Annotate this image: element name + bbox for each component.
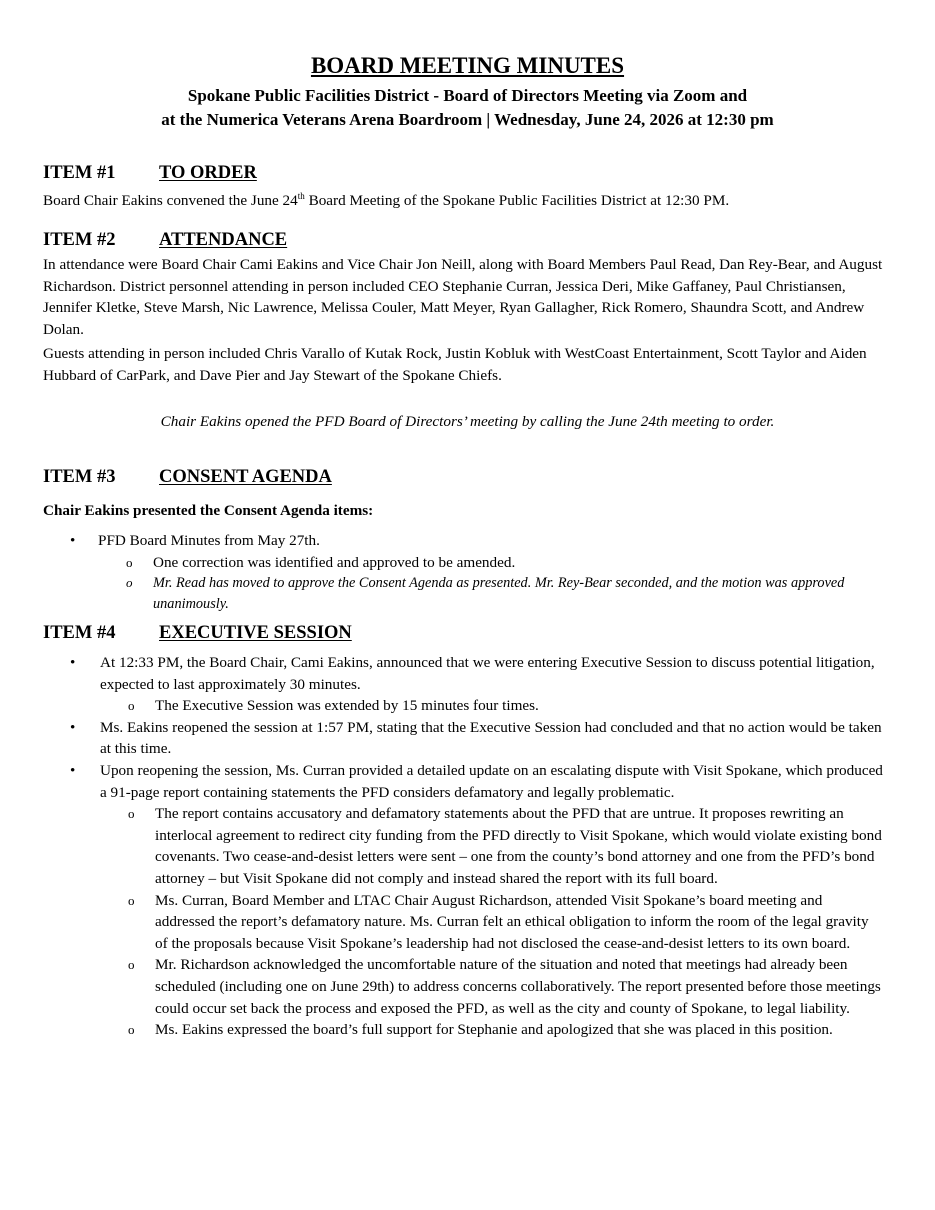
exec-bullet-3-sub-4: Ms. Eakins expressed the board’s full support for Stephanie and apologized that she was placed in this position. [155, 1021, 833, 1039]
list-item [98, 573, 885, 614]
opening-note: Chair Eakins opened the PFD Board of Directors’ meeting by calling the June 24th meeting to order. [160, 413, 775, 430]
consent-sub-2: Mr. Read has moved to approve the Consent Agenda as presented. Mr. Rey-Bear seconded, and the motion was approved unanimously. [153, 575, 845, 612]
list-item [100, 695, 885, 717]
item-3-title: CONSENT AGENDA [159, 467, 332, 487]
item-4-heading [43, 622, 352, 644]
document-subtitle [0, 84, 935, 132]
exec-bullet-3-sub-3: Mr. Richardson acknowledged the uncomfortable nature of the situation and noted that meetings had already been scheduled (including one on June 29th) to address concerns collaboratively. The report presented before those meetings could occur set back the process and exposed the PFD, as well as the city and county of Spokane, to legal liability. [155, 956, 881, 1017]
document-title-text: BOARD MEETING MINUTES [310, 53, 625, 78]
item-1-number: ITEM #1 [43, 163, 116, 183]
exec-bullet-3-sub-1: The report contains accusatory and defamatory statements about the PFD that are untrue. It proposes rewriting an interlocal agreement to redirect city funding from the PFD directly to Visit Spokane, which would violate existing bond covenants. Two cease-and-desist letters were sent – one from the county’s bond attorney and one from the PFD’s bond attorney – but Visit Spokane did not comply and instead shared the report with its full board. [155, 805, 882, 887]
list-item [70, 530, 885, 614]
consent-intro: Chair Eakins presented the Consent Agenda items: [43, 502, 374, 519]
document-title [0, 52, 935, 80]
consent-sublist [98, 552, 885, 615]
list-item [100, 1019, 885, 1041]
item-1-sup: th [297, 190, 305, 201]
consent-list [70, 530, 885, 614]
exec-bullet-2: Ms. Eakins reopened the session at 1:57 PM, stating that the Executive Session had concluded and that no action would be taken at this time. [100, 718, 882, 758]
guests-paragraph: Guests attending in person included Chris Varallo of Kutak Rock, Justin Kobluk with WestCoast Entertainment, Scott Taylor and Aiden Hubbard of CarPark, and Dave Pier and Jay Stewart of the Spokane Chiefs. [43, 345, 867, 384]
item-2-title: ATTENDANCE [159, 230, 288, 250]
item-1-text-end: Board Meeting of the Spokane Public Facilities District at 12:30 PM. [304, 192, 730, 209]
consent-bullet-text: PFD Board Minutes from May 27th. [98, 532, 320, 549]
consent-sub-1: One correction was identified and approved to be amended. [153, 553, 516, 571]
item-3-heading [43, 466, 332, 488]
list-item [70, 652, 885, 717]
exec-bullet-1: At 12:33 PM, the Board Chair, Cami Eakins, announced that we were entering Executive Session to discuss potential litigation, expected to last approximately 30 minutes. [100, 654, 875, 693]
list-item [100, 890, 885, 955]
item-1-heading [43, 162, 257, 184]
exec-sublist-1 [100, 695, 885, 717]
list-item [70, 717, 885, 760]
attendance-paragraph: In attendance were Board Chair Cami Eakins and Vice Chair Jon Neill, along with Board Members Paul Read, Dan Rey-Bear, and August Richardson. District personnel attending in person included CEO Stephanie Curran, Jessica Deri, Mike Gaffaney, Paul Christiansen, Jennifer Kletke, Steve Marsh, Nic Lawrence, Melissa Couler, Matt Meyer, Ryan Gallagher, Rick Romero, Shaundra Scott, and Andrew Dolan. [43, 256, 883, 338]
list-item [100, 803, 885, 889]
item-1-text [43, 190, 893, 212]
list-item [70, 760, 885, 1041]
item-1-text-start: Board Chair Eakins convened the June 24 [43, 192, 298, 209]
item-1-title: TO ORDER [159, 163, 257, 183]
exec-bullet-3: Upon reopening the session, Ms. Curran provided a detailed update on an escalating dispute with Visit Spokane, which produced a 91-page report containing statements the PFD considers defamatory and legally problematic. [100, 761, 883, 801]
list-item [98, 552, 885, 574]
item-2-number: ITEM #2 [43, 230, 116, 250]
item-3-number: ITEM #3 [43, 467, 116, 487]
item-4-title: EXECUTIVE SESSION [159, 623, 352, 643]
exec-bullet-3-sub-2: Ms. Curran, Board Member and LTAC Chair August Richardson, attended Visit Spokane’s board meeting and addressed the report’s defamatory nature. Ms. Curran felt an ethical obligation to inform the room of the legal gravity of the proposals because Visit Spokane’s leadership had not disclosed the cease-and-desist letters to its own board. [155, 891, 869, 952]
item-2-heading [43, 229, 287, 251]
list-item [100, 954, 885, 1019]
subtitle-line-2: at the Numerica Veterans Arena Boardroom | Wednesday, June 24, 2026 at 12:30 pm [161, 110, 774, 129]
subtitle-line-1: Spokane Public Facilities District - Board of Directors Meeting via Zoom and [187, 86, 748, 105]
executive-session-list [70, 652, 885, 1041]
item-4-number: ITEM #4 [43, 623, 116, 643]
exec-bullet-1-sub: The Executive Session was extended by 15 minutes four times. [155, 697, 539, 715]
exec-sublist-3 [100, 803, 885, 1041]
